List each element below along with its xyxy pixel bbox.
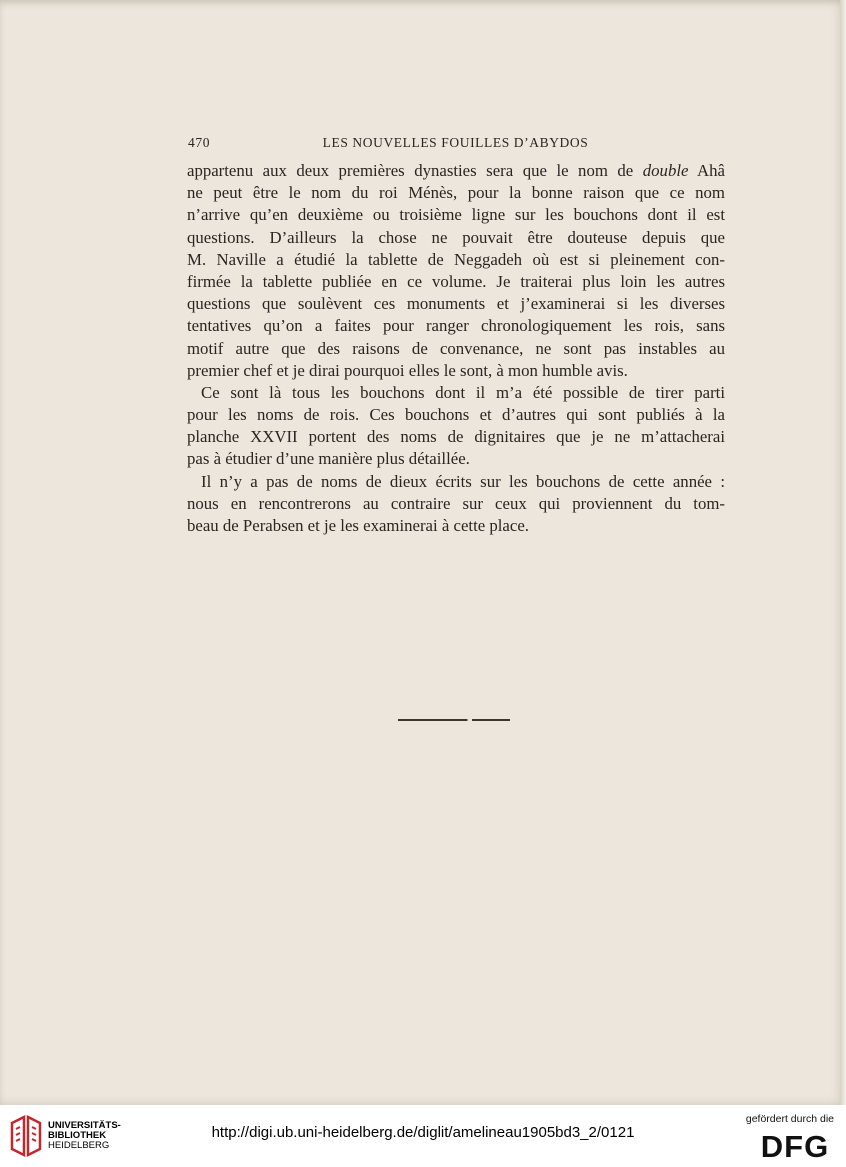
text-run: planche XXVII portent des noms de dignitaires que je ne m’attacherai	[187, 427, 725, 447]
text-run: Ahâ	[688, 161, 725, 180]
text-run: appartenu aux deux premières dynasties sera que le nom de	[187, 161, 643, 180]
dfg-logo-icon	[756, 1129, 834, 1161]
dfg-logo-text: DFG	[760, 1129, 830, 1161]
text-line	[187, 249, 725, 271]
text-run: M. Naville a étudié la tablette de Neggadeh où est si pleinement con-	[187, 249, 725, 269]
text-run: pour les noms de rois. Ces bouchons et d’autres qui sont publiés à la	[187, 405, 725, 425]
text-run: tentatives qu’on a faites pour ranger chronologiquement les rois, sans	[187, 316, 725, 336]
library-name-line-2: BIBLIOTHEK	[48, 1130, 107, 1141]
text-run: Il n’y a pas de noms de dieux écrits sur les bouchons de cette année :	[201, 471, 725, 491]
footer-bar	[0, 1105, 846, 1167]
text-run: firmée la tablette publiée en ce volume. Je traiterai plus loin les autres	[187, 271, 725, 291]
text-run: ne peut être le nom du roi Ménès, pour la bonne raison que ce nom	[187, 183, 725, 203]
library-name-line-1: UNIVERSITÄTS-	[48, 1120, 121, 1131]
funding-caption: gefördert durch die	[745, 1113, 834, 1125]
text-line	[187, 360, 725, 382]
text-line	[187, 227, 725, 249]
text-run: questions. D’ailleurs la chose ne pouvait être douteuse depuis que	[187, 227, 725, 247]
text-line	[187, 426, 725, 448]
text-line	[187, 182, 725, 204]
text-run: premier chef et je dirai pourquoi elles le sont, à mon humble avis.	[187, 360, 628, 380]
text-line	[187, 448, 725, 470]
text-run: pas à étudier d’une manière plus détaillée.	[187, 449, 470, 469]
library-name-line-3: HEIDELBERG	[48, 1140, 110, 1151]
text-line	[187, 160, 725, 182]
text-run: motif autre que des raisons de convenance, ne sont pas instables au	[187, 338, 725, 358]
text-line	[187, 204, 725, 226]
text-run: beau de Perabsen et je les examinerai à cette place.	[187, 516, 529, 535]
page-edge-shadow	[840, 0, 846, 1105]
running-head	[188, 135, 723, 155]
text-run: Ce sont là tous les bouchons dont il m’a été possible de tirer parti	[201, 382, 725, 402]
text-line	[187, 493, 725, 515]
text-line	[187, 338, 725, 360]
running-title: LES NOUVELLES FOUILLES D’ABYDOS	[322, 135, 589, 150]
italic-word: double	[642, 161, 689, 180]
text-run: n’arrive qu’en deuxième ou troisième ligne sur les bouchons dont il est	[187, 205, 725, 225]
text-line	[187, 271, 725, 293]
text-run: nous en rencontrerons au contraire sur ceux qui proviennent du tom-	[187, 493, 725, 513]
text-line	[187, 293, 725, 315]
page-number: 470	[188, 135, 211, 150]
body-text	[187, 160, 725, 537]
text-line	[187, 471, 725, 493]
section-end-rule	[398, 719, 510, 721]
text-line	[187, 315, 725, 337]
text-line	[187, 382, 725, 404]
text-line	[187, 404, 725, 426]
text-line	[187, 515, 725, 537]
text-run: questions que soulèvent ces monuments et j’examinerai si les diverses	[187, 294, 725, 314]
permalink-url[interactable]: http://digi.ub.uni-heidelberg.de/diglit/amelineau1905bd3_2/0121	[211, 1124, 635, 1141]
